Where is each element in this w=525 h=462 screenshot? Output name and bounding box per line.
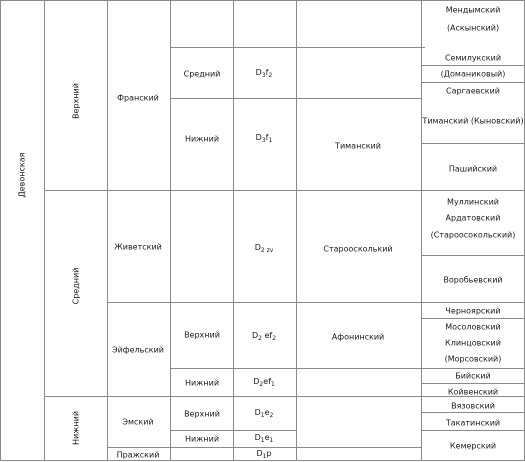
superhorizon-staroosk: Староосколький: [323, 244, 393, 254]
horizon-boundary: [421, 430, 525, 431]
index-sub: 3: [261, 72, 266, 79]
horizon-label: (Доманиковый): [440, 69, 506, 79]
table-border-top: [0, 0, 525, 1]
substage-label: Нижний: [184, 134, 220, 144]
horizon-label: Кемерский: [449, 441, 497, 451]
index-mid: p: [266, 449, 272, 458]
index-d2ef1: [253, 376, 275, 390]
index-sub: 1: [269, 437, 274, 444]
substage-label: Нижний: [184, 434, 220, 444]
column-divider: [107, 0, 108, 461]
substage-boundary: [170, 98, 421, 99]
substage-boundary: [170, 430, 296, 431]
horizon-label: Ардатовский: [445, 213, 501, 223]
index-sub: 2: [259, 381, 264, 388]
horizon-label: Семилукский: [444, 53, 502, 63]
index-d3f2: [256, 67, 273, 81]
stage-boundary: [107, 302, 525, 303]
horizon-boundary: [421, 412, 525, 413]
index-sub: 2 zv: [260, 247, 274, 254]
horizon-label: Вязовский: [451, 401, 495, 411]
substage-label: Верхний: [184, 409, 220, 419]
column-divider: [296, 0, 297, 461]
index-sub: 2: [272, 335, 277, 342]
index-mid: f: [265, 68, 269, 77]
index-mid: ef: [261, 331, 273, 340]
substage-label: Нижний: [184, 378, 220, 388]
horizon-boundary: [421, 143, 525, 144]
series-upper-label: Верхний: [71, 83, 81, 119]
index-main: D: [255, 133, 262, 142]
index-mid: ef: [263, 377, 271, 386]
index-sub: 2: [269, 412, 274, 419]
index-main: D: [251, 331, 259, 340]
horizon-label: (Морсовский): [444, 354, 502, 364]
substage-label: Верхний: [184, 330, 220, 340]
horizon-label: Клинцовский: [445, 338, 501, 348]
superhorizon-afonin: Афонинский: [331, 332, 385, 342]
index-sub: 2: [258, 335, 262, 342]
horizon-label: Бийский: [455, 371, 491, 381]
horizon-boundary: [421, 255, 525, 256]
horizon-label: (Староосокольский): [430, 230, 516, 240]
horizon-label: Такатинский: [445, 418, 501, 428]
index-d3f1: [256, 132, 273, 146]
stage-emsian: Эмский: [122, 417, 154, 427]
stage-pragian: Пражский: [116, 450, 160, 460]
horizon-label: Тиманский (Кыновский): [422, 116, 524, 126]
index-mid: f: [265, 133, 269, 142]
horizon-boundary: [421, 383, 525, 384]
column-divider: [233, 0, 234, 461]
column-divider: [44, 0, 45, 461]
index-mid: e: [264, 408, 270, 417]
index-mid: e: [264, 433, 270, 442]
series-middle-label: Средний: [71, 267, 81, 305]
stage-frasnian: Франский: [117, 93, 159, 103]
index-d1e2: [255, 407, 274, 421]
horizon-label: Мендымский: [445, 5, 501, 15]
superhorizon-timan: Тиманский: [335, 141, 381, 151]
stage-eifelian: Эйфельский: [111, 345, 165, 355]
substage-label: Средний: [183, 69, 221, 79]
index-sub: 1: [260, 437, 265, 444]
index-d1p: [256, 448, 271, 462]
substage-boundary: [170, 47, 425, 48]
horizon-label: Черноярский: [445, 306, 501, 316]
table-border-left: [0, 0, 1, 461]
index-sub: 1: [260, 412, 265, 419]
system-label: Девонская: [17, 152, 27, 198]
index-d2ef2: [252, 330, 276, 344]
index-main: D: [256, 449, 263, 458]
series-boundary: [44, 190, 525, 191]
index-sub: 1: [270, 381, 275, 388]
index-main: D: [254, 243, 261, 252]
horizon-boundary: [421, 82, 525, 83]
horizon-label: Муллинский: [447, 197, 499, 207]
horizon-label: Койвенский: [447, 387, 499, 397]
horizon-label: Мосоловский: [445, 322, 501, 332]
horizon-boundary: [421, 65, 525, 66]
index-main: D: [253, 377, 260, 386]
column-divider: [421, 0, 422, 461]
index-sub: 2: [268, 72, 273, 79]
index-sub: 1: [262, 453, 267, 460]
horizon-label: Воробьевский: [443, 275, 503, 285]
index-d1e1: [255, 432, 274, 446]
index-sub: 3: [261, 137, 266, 144]
index-d2zv: [255, 242, 274, 256]
index-main: D: [254, 408, 261, 417]
stage-givetian: Живетский: [114, 242, 162, 252]
index-main: D: [255, 68, 262, 77]
column-divider: [170, 0, 171, 461]
series-lower-label: Нижний: [71, 410, 81, 446]
index-main: D: [254, 433, 261, 442]
horizon-label: (Аскынский): [446, 23, 500, 33]
horizon-label: Саргаевский: [446, 86, 500, 96]
horizon-label: Пашийский: [448, 164, 498, 174]
index-sub: 1: [268, 137, 273, 144]
substage-boundary: [170, 368, 525, 369]
horizon-boundary: [421, 318, 525, 319]
